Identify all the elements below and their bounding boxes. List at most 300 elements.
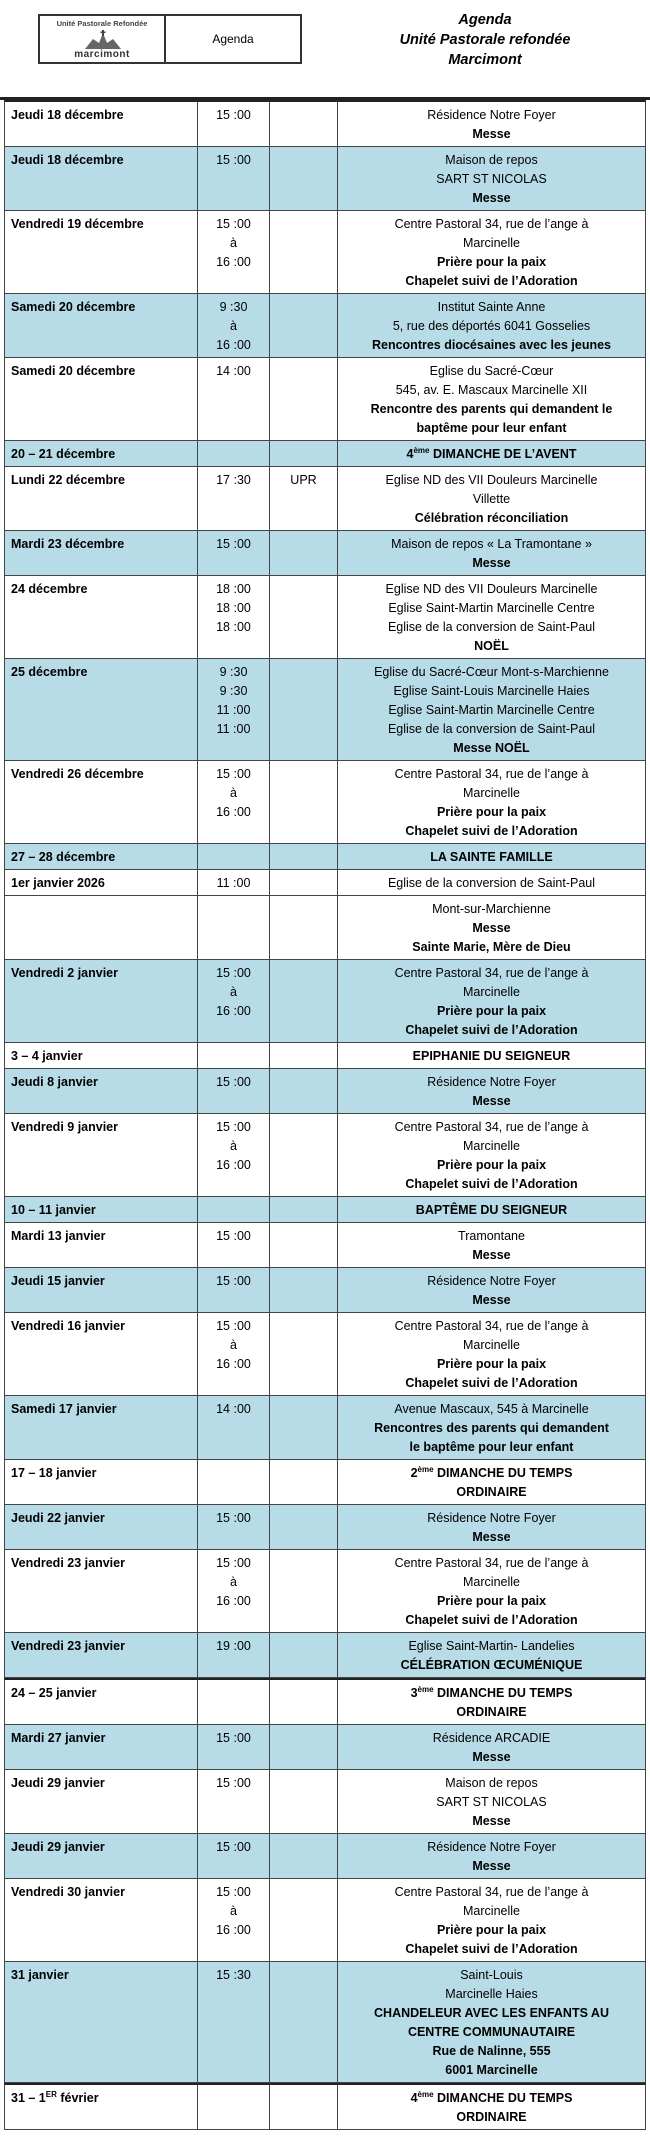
description-line: Chapelet suivi de l’Adoration	[405, 1023, 578, 1037]
time-cell	[198, 1725, 270, 1769]
title-line: Agenda	[458, 12, 512, 28]
description-line: Tramontane	[458, 1229, 525, 1243]
description-line: LA SAINTE FAMILLE	[430, 850, 553, 864]
time-line: 16 :00	[216, 1004, 251, 1018]
description-cell	[338, 896, 645, 959]
date-cell: 31 – 1ER février	[5, 2085, 198, 2129]
code-cell	[270, 896, 338, 959]
time-line: 14 :00	[216, 364, 251, 378]
table-row	[4, 1268, 646, 1313]
description-line: Centre Pastoral 34, rue de l’ange à	[394, 1319, 589, 1333]
code-cell	[270, 2085, 338, 2129]
time-cell	[198, 211, 270, 293]
table-row	[4, 1834, 646, 1879]
description-line: ORDINAIRE	[456, 1705, 527, 1719]
time-line: 18 :00	[216, 582, 251, 596]
page-header	[0, 0, 650, 95]
time-cell	[198, 1633, 270, 1677]
code-cell	[270, 1313, 338, 1395]
description-line: Centre Pastoral 34, rue de l’ange à	[394, 217, 589, 231]
description-line: Chapelet suivi de l’Adoration	[405, 824, 578, 838]
date-cell: Vendredi 19 décembre	[5, 211, 198, 293]
description-cell	[338, 467, 645, 530]
code-cell	[270, 441, 338, 466]
time-line: 9 :30	[219, 684, 248, 698]
time-cell	[198, 294, 270, 357]
time-line: 15 :00	[216, 1229, 251, 1243]
date-cell: Mardi 27 janvier	[5, 1725, 198, 1769]
time-line: 15 :00	[216, 1731, 251, 1745]
description-line: Chapelet suivi de l’Adoration	[405, 1942, 578, 1956]
description-line: SART ST NICOLAS	[436, 172, 547, 186]
time-cell	[198, 659, 270, 760]
description-line: Chapelet suivi de l’Adoration	[405, 1177, 578, 1191]
description-line: ORDINAIRE	[456, 1485, 527, 1499]
table-row	[4, 1678, 646, 1725]
time-line: 15 :00	[216, 1319, 251, 1333]
date-cell: Samedi 20 décembre	[5, 294, 198, 357]
description-line: Avenue Mascaux, 545 à Marcinelle	[394, 1402, 589, 1416]
description-cell	[338, 1725, 645, 1769]
description-line: Marcinelle	[463, 236, 520, 250]
table-row	[4, 844, 646, 870]
time-cell	[198, 1043, 270, 1068]
time-cell	[198, 1197, 270, 1222]
description-line: Eglise ND des VII Douleurs Marcinelle	[385, 473, 598, 487]
page-title	[355, 10, 615, 70]
date-cell: Vendredi 26 décembre	[5, 761, 198, 843]
description-line: Messe	[472, 1859, 511, 1873]
description-line: Eglise Saint-Martin Marcinelle Centre	[388, 703, 595, 717]
code-cell	[270, 576, 338, 658]
description-line: Prière pour la paix	[436, 1594, 547, 1608]
date-cell: 10 – 11 janvier	[5, 1197, 198, 1222]
table-row	[4, 358, 646, 441]
description-line: Rencontres des parents qui demandent	[374, 1421, 609, 1435]
time-line: 16 :00	[216, 255, 251, 269]
date-cell: Jeudi 18 décembre	[5, 102, 198, 146]
time-cell	[198, 147, 270, 210]
description-cell	[338, 870, 645, 895]
description-line: Eglise du Sacré-Cœur	[429, 364, 554, 378]
date-cell: 25 décembre	[5, 659, 198, 760]
code-cell	[270, 761, 338, 843]
description-line: CÉLÉBRATION ŒCUMÉNIQUE	[400, 1658, 583, 1672]
description-cell	[338, 1879, 645, 1961]
description-cell	[338, 1313, 645, 1395]
description-line: Célébration réconciliation	[414, 511, 569, 525]
description-cell	[338, 576, 645, 658]
time-line: 15 :00	[216, 108, 251, 122]
description-line: 4ème DIMANCHE DU TEMPS	[410, 2089, 573, 2105]
date-cell: Vendredi 23 janvier	[5, 1633, 198, 1677]
table-row	[4, 1962, 646, 2083]
table-row	[4, 1197, 646, 1223]
description-line: Résidence Notre Foyer	[427, 108, 556, 122]
time-line: 18 :00	[216, 601, 251, 615]
description-cell	[338, 1268, 645, 1312]
description-line: Rencontres diocésaines avec les jeunes	[371, 338, 611, 352]
table-row	[4, 2083, 646, 2130]
time-line: 15 :00	[216, 966, 251, 980]
table-row	[4, 1069, 646, 1114]
date-cell: 24 décembre	[5, 576, 198, 658]
table-row	[4, 1396, 646, 1460]
description-cell	[338, 960, 645, 1042]
table-row	[4, 1114, 646, 1197]
time-line: à	[230, 985, 237, 999]
description-line: Maison de repos	[445, 153, 538, 167]
table-row	[4, 1043, 646, 1069]
description-line: Chapelet suivi de l’Adoration	[405, 1376, 578, 1390]
time-line: 15 :00	[216, 1840, 251, 1854]
date-cell: Samedi 17 janvier	[5, 1396, 198, 1459]
description-line: Résidence Notre Foyer	[427, 1075, 556, 1089]
time-cell	[198, 531, 270, 575]
table-row	[4, 531, 646, 576]
description-cell	[338, 358, 645, 440]
code-cell	[270, 1725, 338, 1769]
description-line: Villette	[472, 492, 511, 506]
description-cell	[338, 1633, 645, 1677]
date-cell: Jeudi 8 janvier	[5, 1069, 198, 1113]
description-cell	[338, 147, 645, 210]
time-cell	[198, 1396, 270, 1459]
time-cell	[198, 1962, 270, 2082]
description-line: 545, av. E. Mascaux Marcinelle XII	[395, 383, 588, 397]
time-line: 15 :00	[216, 1120, 251, 1134]
time-line: à	[230, 1139, 237, 1153]
description-line: 6001 Marcinelle	[445, 2063, 538, 2077]
description-line: Messe	[472, 1248, 511, 1262]
time-cell	[198, 102, 270, 146]
time-line: 9 :30	[219, 665, 248, 679]
description-line: Chapelet suivi de l’Adoration	[405, 1613, 578, 1627]
description-line: Marcinelle Haies	[445, 1987, 538, 2001]
description-cell	[338, 1505, 645, 1549]
description-line: Messe	[472, 191, 511, 205]
code-cell	[270, 844, 338, 869]
description-line: BAPTÊME DU SEIGNEUR	[415, 1203, 568, 1217]
time-line: 16 :00	[216, 805, 251, 819]
description-line: Eglise Saint-Martin Marcinelle Centre	[388, 601, 595, 615]
table-row	[4, 1460, 646, 1505]
time-cell	[198, 1223, 270, 1267]
time-cell	[198, 1834, 270, 1878]
title-line: Unité Pastorale refondée	[399, 32, 571, 48]
description-line: Messe	[472, 556, 511, 570]
time-cell	[198, 1460, 270, 1504]
description-line: Sainte Marie, Mère de Dieu	[412, 940, 571, 954]
description-line: SART ST NICOLAS	[436, 1795, 547, 1809]
date-cell: Lundi 22 décembre	[5, 467, 198, 530]
time-line: à	[230, 1338, 237, 1352]
table-row	[4, 441, 646, 467]
logo-bottom-text: marcimont	[74, 49, 130, 60]
description-line: 3ème DIMANCHE DU TEMPS	[410, 1684, 573, 1700]
date-cell: 20 – 21 décembre	[5, 441, 198, 466]
description-cell	[338, 659, 645, 760]
time-line: 15 :00	[216, 153, 251, 167]
table-row	[4, 960, 646, 1043]
time-cell	[198, 896, 270, 959]
table-row	[4, 467, 646, 531]
time-line: 11 :00	[216, 876, 251, 890]
description-cell	[338, 1550, 645, 1632]
table-row	[4, 1770, 646, 1834]
description-line: Eglise de la conversion de Saint-Paul	[387, 722, 596, 736]
description-line: Prière pour la paix	[436, 255, 547, 269]
date-cell: Vendredi 30 janvier	[5, 1879, 198, 1961]
table-row	[4, 1879, 646, 1962]
time-line: 15 :30	[216, 1968, 251, 1982]
code-cell	[270, 1396, 338, 1459]
code-cell	[270, 1680, 338, 1724]
code-cell	[270, 1770, 338, 1833]
time-line: 19 :00	[216, 1639, 251, 1653]
description-line: 4ème DIMANCHE DE L’AVENT	[406, 445, 577, 461]
table-row	[4, 896, 646, 960]
code-cell	[270, 1505, 338, 1549]
code-cell	[270, 1834, 338, 1878]
code-cell	[270, 1460, 338, 1504]
description-line: Marcinelle	[463, 1904, 520, 1918]
church-emblem-icon	[83, 29, 123, 51]
description-line: Maison de repos « La Tramontane »	[391, 537, 592, 551]
description-cell	[338, 1962, 645, 2082]
date-cell: Jeudi 29 janvier	[5, 1834, 198, 1878]
description-cell	[338, 1460, 645, 1504]
table-row	[4, 1550, 646, 1633]
description-cell	[338, 211, 645, 293]
time-cell	[198, 1069, 270, 1113]
time-line: 14 :00	[216, 1402, 251, 1416]
code-cell	[270, 1879, 338, 1961]
time-line: 18 :00	[216, 620, 251, 634]
time-cell	[198, 1114, 270, 1196]
date-cell: Vendredi 2 janvier	[5, 960, 198, 1042]
date-cell: Samedi 20 décembre	[5, 358, 198, 440]
date-cell: 1er janvier 2026	[5, 870, 198, 895]
description-line: EPIPHANIE DU SEIGNEUR	[412, 1049, 571, 1063]
code-cell	[270, 211, 338, 293]
code-cell	[270, 1043, 338, 1068]
date-cell: 3 – 4 janvier	[5, 1043, 198, 1068]
description-cell	[338, 102, 645, 146]
time-line: 16 :00	[216, 338, 251, 352]
code-cell	[270, 659, 338, 760]
description-line: Messe	[472, 1094, 511, 1108]
description-cell	[338, 1223, 645, 1267]
code-cell	[270, 1114, 338, 1196]
date-cell: 24 – 25 janvier	[5, 1680, 198, 1724]
time-line: 15 :00	[216, 1776, 251, 1790]
description-line: Marcinelle	[463, 1575, 520, 1589]
time-cell	[198, 1268, 270, 1312]
time-line: 15 :00	[216, 537, 251, 551]
description-line: Résidence ARCADIE	[432, 1731, 551, 1745]
description-line: Marcinelle	[463, 1139, 520, 1153]
time-cell	[198, 2085, 270, 2129]
description-line: Prière pour la paix	[436, 1158, 547, 1172]
table-row	[4, 1505, 646, 1550]
description-line: Rue de Nalinne, 555	[432, 2044, 551, 2058]
time-line: à	[230, 786, 237, 800]
table-row	[4, 870, 646, 896]
date-cell	[5, 896, 198, 959]
description-line: Marcinelle	[463, 1338, 520, 1352]
description-line: Eglise du Sacré-Cœur Mont-s-Marchienne	[374, 665, 609, 679]
code-cell	[270, 960, 338, 1042]
description-line: Institut Sainte Anne	[437, 300, 546, 314]
code-cell	[270, 1069, 338, 1113]
time-line: à	[230, 236, 237, 250]
time-cell	[198, 467, 270, 530]
time-line: 15 :00	[216, 1511, 251, 1525]
description-line: Marcinelle	[463, 786, 520, 800]
description-line: CHANDELEUR AVEC LES ENFANTS AU	[374, 2006, 609, 2020]
date-cell: Mardi 13 janvier	[5, 1223, 198, 1267]
date-cell: Vendredi 9 janvier	[5, 1114, 198, 1196]
time-cell	[198, 761, 270, 843]
time-line: 11 :00	[216, 703, 251, 717]
code-cell	[270, 147, 338, 210]
description-line: Messe	[472, 127, 511, 141]
time-line: 16 :00	[216, 1594, 251, 1608]
description-cell	[338, 1043, 645, 1068]
description-line: NOËL	[474, 639, 509, 653]
description-cell	[338, 1114, 645, 1196]
time-line: 16 :00	[216, 1158, 251, 1172]
description-cell	[338, 2085, 645, 2129]
description-cell	[338, 294, 645, 357]
time-line: 16 :00	[216, 1923, 251, 1937]
description-cell	[338, 1834, 645, 1878]
table-row	[4, 1313, 646, 1396]
table-row	[4, 576, 646, 659]
description-cell	[338, 1197, 645, 1222]
date-cell: Vendredi 23 janvier	[5, 1550, 198, 1632]
code-cell	[270, 1633, 338, 1677]
description-cell	[338, 761, 645, 843]
logo	[38, 14, 166, 64]
table-row	[4, 1725, 646, 1770]
time-line: à	[230, 319, 237, 333]
description-cell	[338, 1680, 645, 1724]
description-line: Messe NOËL	[453, 741, 530, 755]
date-cell: 31 janvier	[5, 1962, 198, 2082]
description-cell	[338, 1770, 645, 1833]
time-cell	[198, 960, 270, 1042]
description-cell	[338, 441, 645, 466]
time-line: 15 :00	[216, 1274, 251, 1288]
time-cell	[198, 576, 270, 658]
code-cell	[270, 531, 338, 575]
agenda-table	[4, 100, 646, 2130]
description-line: Résidence Notre Foyer	[427, 1511, 556, 1525]
date-cell: Jeudi 29 janvier	[5, 1770, 198, 1833]
description-line: Prière pour la paix	[436, 1357, 547, 1371]
description-line: Maison de repos	[445, 1776, 538, 1790]
time-cell	[198, 1505, 270, 1549]
table-row	[4, 147, 646, 211]
time-line: 11 :00	[216, 722, 251, 736]
time-cell	[198, 1313, 270, 1395]
time-cell	[198, 1879, 270, 1961]
logo-top-text: Unité Pastorale Refondée	[56, 19, 148, 28]
description-line: Messe	[472, 1814, 511, 1828]
date-cell: Jeudi 22 janvier	[5, 1505, 198, 1549]
time-line: 15 :00	[216, 767, 251, 781]
description-line: Eglise de la conversion de Saint-Paul	[387, 876, 596, 890]
description-line: Centre Pastoral 34, rue de l’ange à	[394, 966, 589, 980]
description-line: Résidence Notre Foyer	[427, 1840, 556, 1854]
description-line: CENTRE COMMUNAUTAIRE	[407, 2025, 576, 2039]
table-row	[4, 211, 646, 294]
date-cell: Mardi 23 décembre	[5, 531, 198, 575]
time-cell	[198, 1680, 270, 1724]
description-line: Eglise Saint-Louis Marcinelle Haies	[393, 684, 590, 698]
code-cell	[270, 294, 338, 357]
code-cell	[270, 1962, 338, 2082]
description-cell	[338, 1069, 645, 1113]
time-line: 16 :00	[216, 1357, 251, 1371]
time-line: 15 :00	[216, 1885, 251, 1899]
description-line: Chapelet suivi de l’Adoration	[405, 274, 578, 288]
description-line: Messe	[472, 1530, 511, 1544]
description-line: Centre Pastoral 34, rue de l’ange à	[394, 1885, 589, 1899]
code-cell	[270, 358, 338, 440]
code-cell	[270, 1550, 338, 1632]
description-line: Eglise Saint-Martin- Landelies	[408, 1639, 575, 1653]
description-line: Résidence Notre Foyer	[427, 1274, 556, 1288]
description-line: 2ème DIMANCHE DU TEMPS	[410, 1464, 573, 1480]
description-line: Eglise ND des VII Douleurs Marcinelle	[385, 582, 598, 596]
time-cell	[198, 358, 270, 440]
description-line: Centre Pastoral 34, rue de l’ange à	[394, 1556, 589, 1570]
code-cell: UPR	[270, 467, 338, 530]
time-cell	[198, 1550, 270, 1632]
date-cell: Vendredi 16 janvier	[5, 1313, 198, 1395]
description-line: Prière pour la paix	[436, 805, 547, 819]
description-line: 5, rue des déportés 6041 Gosselies	[392, 319, 591, 333]
code-cell	[270, 1197, 338, 1222]
description-line: Saint-Louis	[460, 1968, 523, 1982]
code-cell	[270, 1268, 338, 1312]
time-cell	[198, 844, 270, 869]
table-row	[4, 1633, 646, 1678]
description-line: le baptême pour leur enfant	[409, 1440, 574, 1454]
table-row	[4, 294, 646, 358]
time-cell	[198, 1770, 270, 1833]
description-line: Mont-sur-Marchienne	[432, 902, 551, 916]
description-line: Centre Pastoral 34, rue de l’ange à	[394, 1120, 589, 1134]
agenda-label-box: Agenda	[166, 14, 302, 64]
description-line: Prière pour la paix	[436, 1004, 547, 1018]
date-cell: Jeudi 18 décembre	[5, 147, 198, 210]
table-row	[4, 659, 646, 761]
date-cell: 27 – 28 décembre	[5, 844, 198, 869]
time-cell	[198, 870, 270, 895]
description-line: Eglise de la conversion de Saint-Paul	[387, 620, 596, 634]
description-line: Centre Pastoral 34, rue de l’ange à	[394, 767, 589, 781]
description-line: Prière pour la paix	[436, 1923, 547, 1937]
time-line: 15 :00	[216, 1556, 251, 1570]
description-cell	[338, 844, 645, 869]
date-cell: Jeudi 15 janvier	[5, 1268, 198, 1312]
description-line: Marcinelle	[463, 985, 520, 999]
table-row	[4, 100, 646, 147]
